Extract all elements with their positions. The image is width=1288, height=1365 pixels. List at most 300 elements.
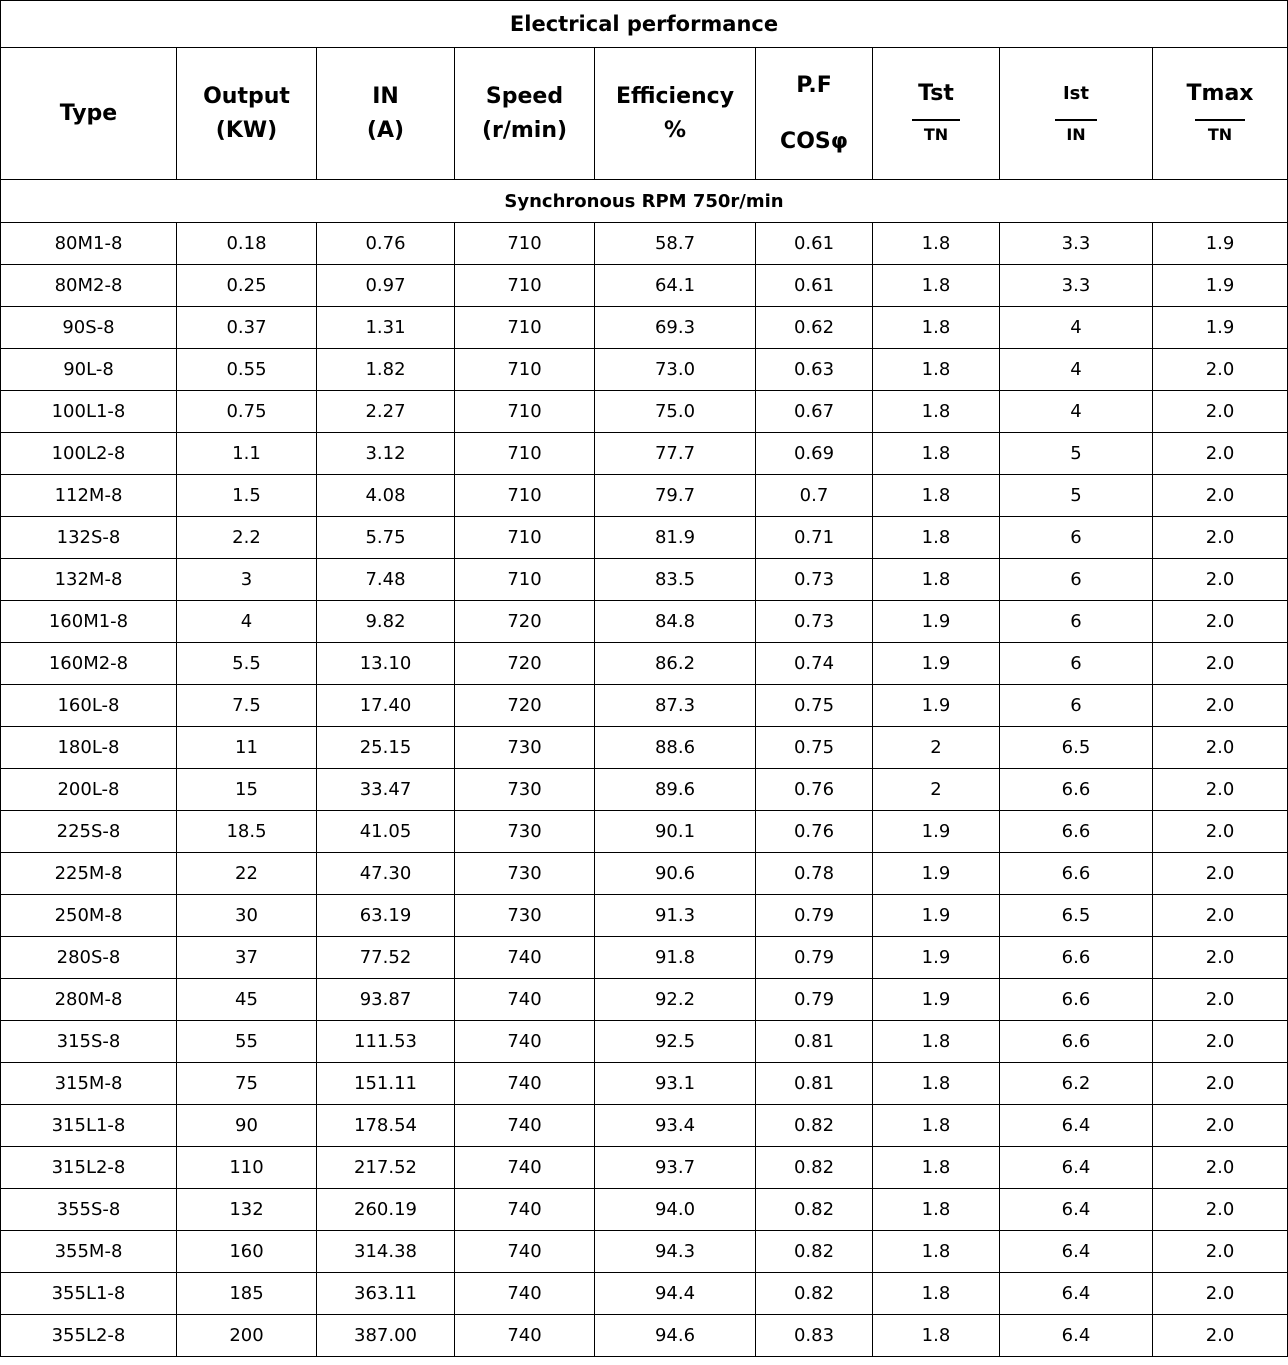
cell-tst-tn: 1.8 bbox=[873, 391, 1000, 433]
cell-efficiency: 93.7 bbox=[595, 1147, 756, 1189]
cell-pf: 0.61 bbox=[756, 265, 873, 307]
cell-speed: 740 bbox=[455, 1063, 595, 1105]
cell-tst-tn: 1.8 bbox=[873, 475, 1000, 517]
cell-in: 1.82 bbox=[317, 349, 455, 391]
table-row bbox=[1, 643, 1288, 685]
cell-tmax-tn: 2.0 bbox=[1153, 559, 1288, 601]
header-speed-unit: (r/min) bbox=[481, 117, 568, 143]
cell-in: 9.82 bbox=[317, 601, 455, 643]
cell-speed: 740 bbox=[455, 937, 595, 979]
table-row bbox=[1, 769, 1288, 811]
cell-tmax-tn: 2.0 bbox=[1153, 643, 1288, 685]
cell-in: 0.97 bbox=[317, 265, 455, 307]
cell-pf: 0.7 bbox=[756, 475, 873, 517]
cell-pf: 0.61 bbox=[756, 223, 873, 265]
cell-ist-in: 6.6 bbox=[1000, 853, 1153, 895]
header-output-unit: (KW) bbox=[215, 117, 278, 143]
cell-pf: 0.82 bbox=[756, 1189, 873, 1231]
cell-efficiency: 91.3 bbox=[595, 895, 756, 937]
cell-pf: 0.79 bbox=[756, 979, 873, 1021]
header-type bbox=[1, 48, 177, 180]
cell-tst-tn: 2 bbox=[873, 769, 1000, 811]
cell-type: 112M-8 bbox=[1, 475, 177, 517]
cell-pf: 0.82 bbox=[756, 1273, 873, 1315]
cell-speed: 730 bbox=[455, 811, 595, 853]
cell-type: 132M-8 bbox=[1, 559, 177, 601]
cell-type: 355S-8 bbox=[1, 1189, 177, 1231]
header-output-label: Output bbox=[203, 83, 290, 109]
header-speed-label: Speed bbox=[485, 83, 564, 109]
cell-in: 7.48 bbox=[317, 559, 455, 601]
header-tst-tn bbox=[873, 48, 1000, 180]
cell-in: 4.08 bbox=[317, 475, 455, 517]
cell-tst-tn: 1.9 bbox=[873, 685, 1000, 727]
cell-type: 90S-8 bbox=[1, 307, 177, 349]
cell-output: 3 bbox=[177, 559, 317, 601]
cell-output: 18.5 bbox=[177, 811, 317, 853]
tmax-numerator: Tmax bbox=[1186, 80, 1254, 106]
table-row bbox=[1, 937, 1288, 979]
cell-pf: 0.82 bbox=[756, 1231, 873, 1273]
cell-speed: 740 bbox=[455, 1147, 595, 1189]
cell-ist-in: 4 bbox=[1000, 349, 1153, 391]
cell-efficiency: 94.6 bbox=[595, 1315, 756, 1357]
section-row bbox=[1, 180, 1288, 223]
cell-speed: 740 bbox=[455, 1105, 595, 1147]
cell-type: 80M1-8 bbox=[1, 223, 177, 265]
header-efficiency-unit: % bbox=[663, 117, 687, 143]
cell-tst-tn: 1.9 bbox=[873, 979, 1000, 1021]
cell-in: 3.12 bbox=[317, 433, 455, 475]
cell-in: 63.19 bbox=[317, 895, 455, 937]
cell-in: 260.19 bbox=[317, 1189, 455, 1231]
cell-tst-tn: 1.8 bbox=[873, 223, 1000, 265]
table-row bbox=[1, 1021, 1288, 1063]
cell-output: 132 bbox=[177, 1189, 317, 1231]
table-row bbox=[1, 1315, 1288, 1357]
cell-in: 25.15 bbox=[317, 727, 455, 769]
cell-in: 363.11 bbox=[317, 1273, 455, 1315]
header-efficiency-label: Efficiency bbox=[615, 83, 735, 109]
cell-efficiency: 77.7 bbox=[595, 433, 756, 475]
cell-output: 1.5 bbox=[177, 475, 317, 517]
cell-type: 100L1-8 bbox=[1, 391, 177, 433]
header-power-factor bbox=[756, 48, 873, 180]
cell-type: 250M-8 bbox=[1, 895, 177, 937]
table-row bbox=[1, 433, 1288, 475]
cell-ist-in: 6.4 bbox=[1000, 1315, 1153, 1357]
header-in-label: IN bbox=[372, 83, 399, 109]
cell-pf: 0.73 bbox=[756, 559, 873, 601]
cell-tst-tn: 1.8 bbox=[873, 1147, 1000, 1189]
cell-in: 93.87 bbox=[317, 979, 455, 1021]
cell-efficiency: 94.4 bbox=[595, 1273, 756, 1315]
header-in-unit: (A) bbox=[366, 117, 405, 143]
cell-speed: 720 bbox=[455, 601, 595, 643]
cell-pf: 0.74 bbox=[756, 643, 873, 685]
cell-type: 90L-8 bbox=[1, 349, 177, 391]
cell-in: 387.00 bbox=[317, 1315, 455, 1357]
header-output bbox=[177, 48, 317, 180]
cell-tmax-tn: 2.0 bbox=[1153, 1147, 1288, 1189]
cell-in: 151.11 bbox=[317, 1063, 455, 1105]
tmax-denominator: TN bbox=[1207, 124, 1233, 144]
cell-type: 280S-8 bbox=[1, 937, 177, 979]
cell-tst-tn: 1.8 bbox=[873, 1021, 1000, 1063]
cell-type: 315L2-8 bbox=[1, 1147, 177, 1189]
cell-tst-tn: 1.8 bbox=[873, 1315, 1000, 1357]
cell-ist-in: 6.4 bbox=[1000, 1231, 1153, 1273]
cell-output: 0.55 bbox=[177, 349, 317, 391]
cell-speed: 710 bbox=[455, 349, 595, 391]
cell-output: 0.37 bbox=[177, 307, 317, 349]
cell-ist-in: 6.4 bbox=[1000, 1147, 1153, 1189]
cell-speed: 740 bbox=[455, 1021, 595, 1063]
cell-pf: 0.67 bbox=[756, 391, 873, 433]
cell-ist-in: 6 bbox=[1000, 559, 1153, 601]
cell-type: 315L1-8 bbox=[1, 1105, 177, 1147]
table-row bbox=[1, 559, 1288, 601]
cell-speed: 710 bbox=[455, 559, 595, 601]
cell-efficiency: 89.6 bbox=[595, 769, 756, 811]
table-row bbox=[1, 853, 1288, 895]
cell-speed: 710 bbox=[455, 391, 595, 433]
cell-ist-in: 4 bbox=[1000, 307, 1153, 349]
cell-pf: 0.82 bbox=[756, 1147, 873, 1189]
cell-ist-in: 6.5 bbox=[1000, 895, 1153, 937]
table-row bbox=[1, 391, 1288, 433]
table-row bbox=[1, 1273, 1288, 1315]
table-title: Electrical performance bbox=[1, 1, 1288, 48]
cell-pf: 0.81 bbox=[756, 1063, 873, 1105]
cell-in: 314.38 bbox=[317, 1231, 455, 1273]
cell-tst-tn: 1.8 bbox=[873, 265, 1000, 307]
cell-in: 77.52 bbox=[317, 937, 455, 979]
table-row bbox=[1, 223, 1288, 265]
cell-efficiency: 92.2 bbox=[595, 979, 756, 1021]
cell-pf: 0.71 bbox=[756, 517, 873, 559]
table-row bbox=[1, 1147, 1288, 1189]
cell-pf: 0.62 bbox=[756, 307, 873, 349]
cell-in: 47.30 bbox=[317, 853, 455, 895]
table-row bbox=[1, 727, 1288, 769]
cell-tst-tn: 1.8 bbox=[873, 559, 1000, 601]
cell-type: 180L-8 bbox=[1, 727, 177, 769]
cell-output: 1.1 bbox=[177, 433, 317, 475]
cell-tst-tn: 1.8 bbox=[873, 1063, 1000, 1105]
header-ist-in bbox=[1000, 48, 1153, 180]
cell-tst-tn: 1.9 bbox=[873, 853, 1000, 895]
cell-tmax-tn: 2.0 bbox=[1153, 601, 1288, 643]
cell-tmax-tn: 2.0 bbox=[1153, 391, 1288, 433]
cell-tst-tn: 1.8 bbox=[873, 1105, 1000, 1147]
cell-output: 90 bbox=[177, 1105, 317, 1147]
cell-type: 160M1-8 bbox=[1, 601, 177, 643]
cell-tmax-tn: 2.0 bbox=[1153, 727, 1288, 769]
cell-tmax-tn: 2.0 bbox=[1153, 685, 1288, 727]
table-row bbox=[1, 475, 1288, 517]
cell-in: 1.31 bbox=[317, 307, 455, 349]
header-row bbox=[1, 48, 1288, 180]
tmax-tn-fraction bbox=[1187, 77, 1254, 145]
cell-tst-tn: 1.9 bbox=[873, 643, 1000, 685]
table-row bbox=[1, 265, 1288, 307]
cell-tmax-tn: 2.0 bbox=[1153, 433, 1288, 475]
cell-tmax-tn: 2.0 bbox=[1153, 349, 1288, 391]
cell-type: 80M2-8 bbox=[1, 265, 177, 307]
cell-in: 5.75 bbox=[317, 517, 455, 559]
cell-efficiency: 64.1 bbox=[595, 265, 756, 307]
cell-output: 0.75 bbox=[177, 391, 317, 433]
cell-in: 13.10 bbox=[317, 643, 455, 685]
cell-in: 178.54 bbox=[317, 1105, 455, 1147]
cell-in: 111.53 bbox=[317, 1021, 455, 1063]
cell-pf: 0.75 bbox=[756, 727, 873, 769]
cell-pf: 0.75 bbox=[756, 685, 873, 727]
cell-pf: 0.79 bbox=[756, 937, 873, 979]
cell-output: 4 bbox=[177, 601, 317, 643]
cell-tst-tn: 1.8 bbox=[873, 433, 1000, 475]
cell-efficiency: 87.3 bbox=[595, 685, 756, 727]
cell-output: 30 bbox=[177, 895, 317, 937]
cell-ist-in: 6.6 bbox=[1000, 1021, 1153, 1063]
cell-speed: 710 bbox=[455, 307, 595, 349]
cell-pf: 0.76 bbox=[756, 769, 873, 811]
cell-output: 22 bbox=[177, 853, 317, 895]
cell-type: 160M2-8 bbox=[1, 643, 177, 685]
cell-speed: 730 bbox=[455, 727, 595, 769]
cell-type: 355L1-8 bbox=[1, 1273, 177, 1315]
table-row bbox=[1, 811, 1288, 853]
cell-efficiency: 75.0 bbox=[595, 391, 756, 433]
cell-in: 217.52 bbox=[317, 1147, 455, 1189]
cell-type: 160L-8 bbox=[1, 685, 177, 727]
cell-tmax-tn: 2.0 bbox=[1153, 1105, 1288, 1147]
cell-ist-in: 6.2 bbox=[1000, 1063, 1153, 1105]
cell-in: 2.27 bbox=[317, 391, 455, 433]
cell-efficiency: 93.4 bbox=[595, 1105, 756, 1147]
tst-tn-fraction bbox=[912, 77, 960, 145]
cell-tmax-tn: 2.0 bbox=[1153, 517, 1288, 559]
table-row bbox=[1, 349, 1288, 391]
cell-speed: 740 bbox=[455, 1273, 595, 1315]
cell-efficiency: 90.6 bbox=[595, 853, 756, 895]
cell-tst-tn: 2 bbox=[873, 727, 1000, 769]
header-efficiency bbox=[595, 48, 756, 180]
cell-speed: 740 bbox=[455, 1189, 595, 1231]
cell-ist-in: 6 bbox=[1000, 601, 1153, 643]
cell-ist-in: 6.5 bbox=[1000, 727, 1153, 769]
cell-speed: 730 bbox=[455, 769, 595, 811]
table-body bbox=[1, 223, 1288, 1357]
ist-in-fraction bbox=[1055, 77, 1097, 145]
cell-output: 55 bbox=[177, 1021, 317, 1063]
cell-ist-in: 4 bbox=[1000, 391, 1153, 433]
cell-in: 33.47 bbox=[317, 769, 455, 811]
cell-pf: 0.81 bbox=[756, 1021, 873, 1063]
cell-speed: 710 bbox=[455, 265, 595, 307]
table-row bbox=[1, 895, 1288, 937]
cell-pf: 0.83 bbox=[756, 1315, 873, 1357]
cell-efficiency: 83.5 bbox=[595, 559, 756, 601]
cell-speed: 740 bbox=[455, 979, 595, 1021]
cell-output: 11 bbox=[177, 727, 317, 769]
cell-type: 200L-8 bbox=[1, 769, 177, 811]
cell-efficiency: 94.3 bbox=[595, 1231, 756, 1273]
cell-tmax-tn: 1.9 bbox=[1153, 307, 1288, 349]
cell-tmax-tn: 2.0 bbox=[1153, 1315, 1288, 1357]
ist-denominator: IN bbox=[1066, 124, 1086, 144]
cell-efficiency: 73.0 bbox=[595, 349, 756, 391]
cell-tst-tn: 1.8 bbox=[873, 349, 1000, 391]
cell-type: 315M-8 bbox=[1, 1063, 177, 1105]
cell-output: 200 bbox=[177, 1315, 317, 1357]
fraction-bar bbox=[912, 119, 960, 121]
cell-speed: 720 bbox=[455, 643, 595, 685]
cell-tmax-tn: 2.0 bbox=[1153, 1063, 1288, 1105]
cell-output: 0.18 bbox=[177, 223, 317, 265]
header-speed bbox=[455, 48, 595, 180]
fraction-bar bbox=[1055, 119, 1097, 121]
cell-ist-in: 6.4 bbox=[1000, 1273, 1153, 1315]
cell-pf: 0.78 bbox=[756, 853, 873, 895]
ist-numerator: Ist bbox=[1062, 82, 1089, 104]
cell-pf: 0.69 bbox=[756, 433, 873, 475]
table-row bbox=[1, 685, 1288, 727]
cell-type: 100L2-8 bbox=[1, 433, 177, 475]
table-row bbox=[1, 1231, 1288, 1273]
header-type-label: Type bbox=[59, 100, 118, 126]
cell-tst-tn: 1.9 bbox=[873, 811, 1000, 853]
header-tmax-tn bbox=[1153, 48, 1288, 180]
cell-tst-tn: 1.9 bbox=[873, 601, 1000, 643]
cell-efficiency: 92.5 bbox=[595, 1021, 756, 1063]
cell-efficiency: 86.2 bbox=[595, 643, 756, 685]
cell-efficiency: 93.1 bbox=[595, 1063, 756, 1105]
cell-efficiency: 79.7 bbox=[595, 475, 756, 517]
cell-ist-in: 3.3 bbox=[1000, 223, 1153, 265]
cell-type: 225S-8 bbox=[1, 811, 177, 853]
cell-speed: 710 bbox=[455, 433, 595, 475]
cell-ist-in: 6.4 bbox=[1000, 1105, 1153, 1147]
cell-ist-in: 6.6 bbox=[1000, 937, 1153, 979]
header-in bbox=[317, 48, 455, 180]
cell-tst-tn: 1.8 bbox=[873, 307, 1000, 349]
table-row bbox=[1, 979, 1288, 1021]
cell-tst-tn: 1.8 bbox=[873, 1189, 1000, 1231]
cell-ist-in: 5 bbox=[1000, 433, 1153, 475]
cell-tmax-tn: 2.0 bbox=[1153, 475, 1288, 517]
cell-tmax-tn: 2.0 bbox=[1153, 979, 1288, 1021]
cell-output: 45 bbox=[177, 979, 317, 1021]
cell-type: 132S-8 bbox=[1, 517, 177, 559]
cell-tmax-tn: 2.0 bbox=[1153, 1231, 1288, 1273]
cell-pf: 0.79 bbox=[756, 895, 873, 937]
table-row bbox=[1, 1063, 1288, 1105]
cell-ist-in: 6 bbox=[1000, 643, 1153, 685]
cell-efficiency: 94.0 bbox=[595, 1189, 756, 1231]
cell-ist-in: 6.6 bbox=[1000, 811, 1153, 853]
cell-tmax-tn: 2.0 bbox=[1153, 1273, 1288, 1315]
cell-ist-in: 6.6 bbox=[1000, 769, 1153, 811]
cell-efficiency: 81.9 bbox=[595, 517, 756, 559]
cell-tmax-tn: 2.0 bbox=[1153, 1189, 1288, 1231]
cell-tmax-tn: 2.0 bbox=[1153, 895, 1288, 937]
cell-speed: 710 bbox=[455, 475, 595, 517]
cell-type: 225M-8 bbox=[1, 853, 177, 895]
cell-ist-in: 6 bbox=[1000, 517, 1153, 559]
cell-output: 160 bbox=[177, 1231, 317, 1273]
cell-pf: 0.73 bbox=[756, 601, 873, 643]
cell-ist-in: 3.3 bbox=[1000, 265, 1153, 307]
header-cos-label: COSφ bbox=[780, 128, 848, 154]
cell-efficiency: 91.8 bbox=[595, 937, 756, 979]
cell-output: 7.5 bbox=[177, 685, 317, 727]
cell-in: 0.76 bbox=[317, 223, 455, 265]
section-label: Synchronous RPM 750r/min bbox=[1, 180, 1288, 223]
cell-pf: 0.82 bbox=[756, 1105, 873, 1147]
cell-in: 17.40 bbox=[317, 685, 455, 727]
table-row bbox=[1, 1189, 1288, 1231]
cell-efficiency: 90.1 bbox=[595, 811, 756, 853]
table-row bbox=[1, 517, 1288, 559]
tst-numerator: Tst bbox=[918, 80, 954, 106]
cell-speed: 710 bbox=[455, 223, 595, 265]
cell-ist-in: 6.4 bbox=[1000, 1189, 1153, 1231]
tst-denominator: TN bbox=[923, 124, 949, 144]
cell-tst-tn: 1.9 bbox=[873, 895, 1000, 937]
cell-output: 75 bbox=[177, 1063, 317, 1105]
cell-type: 280M-8 bbox=[1, 979, 177, 1021]
cell-in: 41.05 bbox=[317, 811, 455, 853]
cell-ist-in: 6 bbox=[1000, 685, 1153, 727]
cell-efficiency: 84.8 bbox=[595, 601, 756, 643]
fraction-bar bbox=[1195, 119, 1245, 121]
table-row bbox=[1, 601, 1288, 643]
cell-efficiency: 58.7 bbox=[595, 223, 756, 265]
cell-tmax-tn: 2.0 bbox=[1153, 1021, 1288, 1063]
cell-tmax-tn: 2.0 bbox=[1153, 853, 1288, 895]
table-row bbox=[1, 307, 1288, 349]
cell-output: 2.2 bbox=[177, 517, 317, 559]
cell-speed: 740 bbox=[455, 1315, 595, 1357]
cell-output: 110 bbox=[177, 1147, 317, 1189]
cell-speed: 730 bbox=[455, 853, 595, 895]
cell-speed: 730 bbox=[455, 895, 595, 937]
cell-tmax-tn: 1.9 bbox=[1153, 265, 1288, 307]
header-pf-label: P.F bbox=[796, 72, 832, 98]
cell-output: 5.5 bbox=[177, 643, 317, 685]
cell-efficiency: 69.3 bbox=[595, 307, 756, 349]
cell-tst-tn: 1.8 bbox=[873, 1273, 1000, 1315]
cell-tmax-tn: 2.0 bbox=[1153, 811, 1288, 853]
cell-output: 0.25 bbox=[177, 265, 317, 307]
cell-type: 315S-8 bbox=[1, 1021, 177, 1063]
cell-output: 185 bbox=[177, 1273, 317, 1315]
cell-tst-tn: 1.8 bbox=[873, 517, 1000, 559]
cell-pf: 0.76 bbox=[756, 811, 873, 853]
cell-type: 355M-8 bbox=[1, 1231, 177, 1273]
cell-tst-tn: 1.9 bbox=[873, 937, 1000, 979]
cell-pf: 0.63 bbox=[756, 349, 873, 391]
cell-ist-in: 5 bbox=[1000, 475, 1153, 517]
cell-tmax-tn: 1.9 bbox=[1153, 223, 1288, 265]
cell-speed: 710 bbox=[455, 517, 595, 559]
title-row bbox=[1, 1, 1288, 48]
cell-tst-tn: 1.8 bbox=[873, 1231, 1000, 1273]
cell-efficiency: 88.6 bbox=[595, 727, 756, 769]
cell-tmax-tn: 2.0 bbox=[1153, 937, 1288, 979]
